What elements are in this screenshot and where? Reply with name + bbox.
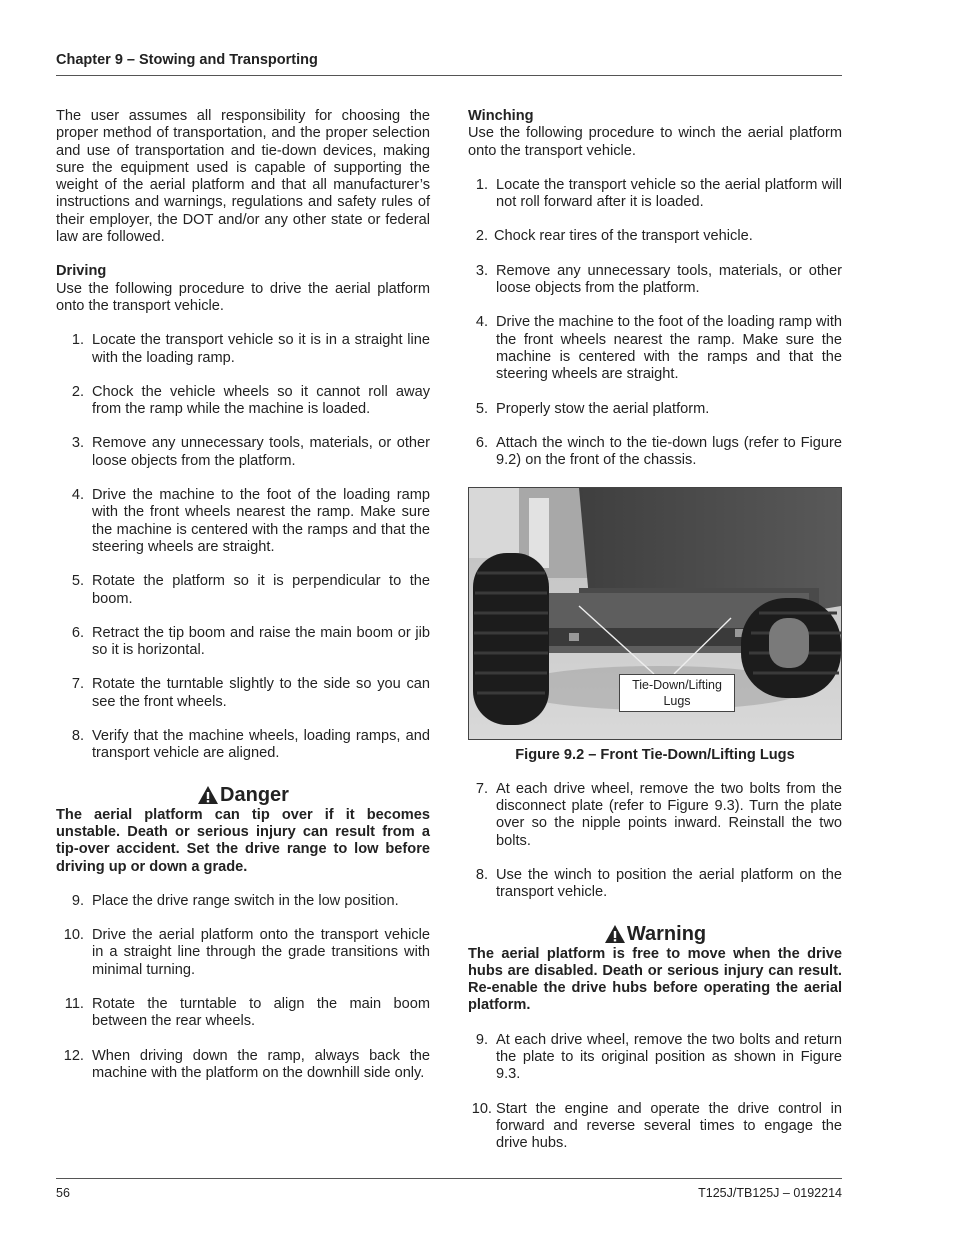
winching-steps xyxy=(468,177,842,470)
step-number: 3. xyxy=(475,262,488,279)
step-text: Verify that the machine wheels, loading ramps, and transport vehicle are aligned. xyxy=(92,728,430,762)
step-text: Rotate the platform so it is perpendicular to the boom. xyxy=(92,573,430,607)
danger-title xyxy=(56,783,430,807)
intro-paragraph: The user assumes all responsibility for choosing the proper method of transportation, and the proper selection and use of transportation and tie-down devices, making sure the equipment used is capable of supporting the weight of the aerial platform and that all manufacturer’s instructions and warnings, regulations and safety rules of their employer, the DOT and/or any other state or federal law are followed. xyxy=(56,108,430,246)
list-item xyxy=(468,867,842,902)
step-text: Chock the vehicle wheels so it cannot roll away from the ramp while the machine is loaded. xyxy=(92,383,430,418)
step-number: 1. xyxy=(475,176,488,193)
list-item xyxy=(56,625,430,660)
driving-intro: Use the following procedure to drive the aerial platform onto the transport vehicle. xyxy=(56,280,430,314)
step-number: 8. xyxy=(475,866,488,883)
list-item xyxy=(56,1048,430,1083)
list-item xyxy=(468,781,842,850)
step-text: Drive the machine to the foot of the loading ramp with the front wheels nearest the ramp. Make sure the machine is centered with the ramps and that the steering wheels are straight. xyxy=(92,487,430,555)
step-text: Start the engine and operate the drive control in forward and reverse several times to engage the drive hubs. xyxy=(496,1100,842,1152)
warning-title xyxy=(468,922,842,946)
front-tie-down-figure xyxy=(468,487,842,740)
step-text: At each drive wheel, remove the two bolts from the disconnect plate (refer to Figure 9.3). Turn the plate over so the nipple points inward. Reinstall the two bolts. xyxy=(496,780,842,849)
list-item xyxy=(468,435,842,470)
driving-steps xyxy=(56,332,430,762)
step-number: 1. xyxy=(71,332,84,349)
step-text: Properly stow the aerial platform. xyxy=(496,400,710,417)
step-text: Drive the machine to the foot of the loading ramp with the front wheels nearest the ramp. Make sure the machine is centered with the ramps and that the steering wheels are straight. xyxy=(496,314,842,383)
list-item xyxy=(56,927,430,979)
winching-steps-continued xyxy=(468,781,842,902)
step-text: Rotate the turntable to align the main boom between the rear wheels. xyxy=(92,995,430,1030)
list-item xyxy=(468,1032,842,1084)
step-number: 7. xyxy=(71,676,84,693)
list-item xyxy=(468,314,842,383)
driving-heading: Driving xyxy=(56,263,107,280)
step-number: 3. xyxy=(71,435,84,452)
step-text: At each drive wheel, remove the two bolts and return the plate to its original position as shown in Figure 9.3. xyxy=(496,1031,842,1083)
warning-text: The aerial platform is free to move when the drive hubs are disabled. Death or serious injury can result. Re-enable the drive hubs before operating the aerial platform. xyxy=(468,945,842,1014)
list-item xyxy=(468,263,842,298)
list-item xyxy=(468,228,842,245)
step-text: Locate the transport vehicle so the aerial platform will not roll forward after it is loaded. xyxy=(496,176,842,211)
step-number: 8. xyxy=(71,728,84,745)
document-id: T125J/TB125J – 0192214 xyxy=(698,1186,842,1200)
winching-intro: Use the following procedure to winch the aerial platform onto the transport vehicle. xyxy=(468,125,842,159)
danger-label: Danger xyxy=(220,783,289,806)
footer-rule xyxy=(56,1178,842,1179)
step-text: Drive the aerial platform onto the transport vehicle in a straight line through the grade transitions with minimal turning. xyxy=(92,927,430,978)
list-item xyxy=(56,435,430,470)
step-number: 11. xyxy=(64,995,84,1012)
chapter-header: Chapter 9 – Stowing and Transporting xyxy=(56,52,318,68)
warning-label: Warning xyxy=(626,922,707,945)
step-text: Remove any unnecessary tools, materials, or other loose objects from the platform. xyxy=(496,262,842,297)
list-item xyxy=(56,332,430,367)
winching-heading: Winching xyxy=(468,108,534,124)
step-number: 6. xyxy=(475,434,488,451)
step-number: 10. xyxy=(63,927,84,944)
list-item xyxy=(56,728,430,763)
step-text: Retract the tip boom and raise the main boom or jib so it is horizontal. xyxy=(92,624,430,659)
step-text: When driving down the ramp, always back the machine with the platform on the downhill side only. xyxy=(92,1047,430,1081)
list-item xyxy=(468,177,842,212)
list-item xyxy=(468,1101,842,1153)
step-number: 4. xyxy=(71,487,84,504)
list-item xyxy=(56,996,430,1031)
step-text: Attach the winch to the tie-down lugs (refer to Figure 9.2) on the front of the chassis. xyxy=(496,434,842,469)
list-item xyxy=(56,573,430,608)
figure-caption: Figure 9.2 – Front Tie-Down/Lifting Lugs xyxy=(515,747,795,764)
left-column xyxy=(56,108,430,1099)
step-number: 10. xyxy=(471,1100,492,1117)
step-number: 2. xyxy=(71,383,84,400)
step-number: 5. xyxy=(71,573,84,590)
step-text: Place the drive range switch in the low position. xyxy=(92,892,399,909)
driving-steps-continued xyxy=(56,893,430,1082)
step-number: 4. xyxy=(475,314,488,331)
callout-line-1: Tie-Down/Lifting xyxy=(632,678,722,693)
step-number: 6. xyxy=(71,624,84,641)
right-column xyxy=(468,108,842,1170)
list-item xyxy=(56,893,430,910)
callout-line-2: Lugs xyxy=(663,694,691,709)
header-rule xyxy=(56,75,842,76)
step-number: 9. xyxy=(71,892,84,909)
list-item xyxy=(56,487,430,556)
list-item xyxy=(56,676,430,711)
step-text: Chock rear tires of the transport vehicle. xyxy=(494,228,753,245)
step-number: 12. xyxy=(63,1047,84,1064)
warning-triangle-icon xyxy=(604,924,626,944)
step-text: Remove any unnecessary tools, materials, or other loose objects from the platform. xyxy=(92,435,430,469)
winching-steps-final xyxy=(468,1032,842,1153)
tie-down-callout xyxy=(619,674,735,712)
danger-text: The aerial platform can tip over if it becomes unstable. Death or serious injury can result from a tip-over accident. Set the drive range to low before driving up or down a grade. xyxy=(56,806,430,875)
step-number: 7. xyxy=(475,780,488,797)
warning-triangle-icon xyxy=(197,785,219,805)
step-text: Locate the transport vehicle so it is in a straight line with the loading ramp. xyxy=(92,332,430,366)
step-number: 2. xyxy=(475,228,488,245)
list-item xyxy=(56,384,430,419)
step-number: 5. xyxy=(475,400,488,417)
step-text: Use the winch to position the aerial platform on the transport vehicle. xyxy=(496,866,842,901)
step-number: 9. xyxy=(475,1031,488,1048)
page-number: 56 xyxy=(56,1186,70,1200)
step-text: Rotate the turntable slightly to the side so you can see the front wheels. xyxy=(92,676,430,710)
list-item xyxy=(468,401,842,418)
